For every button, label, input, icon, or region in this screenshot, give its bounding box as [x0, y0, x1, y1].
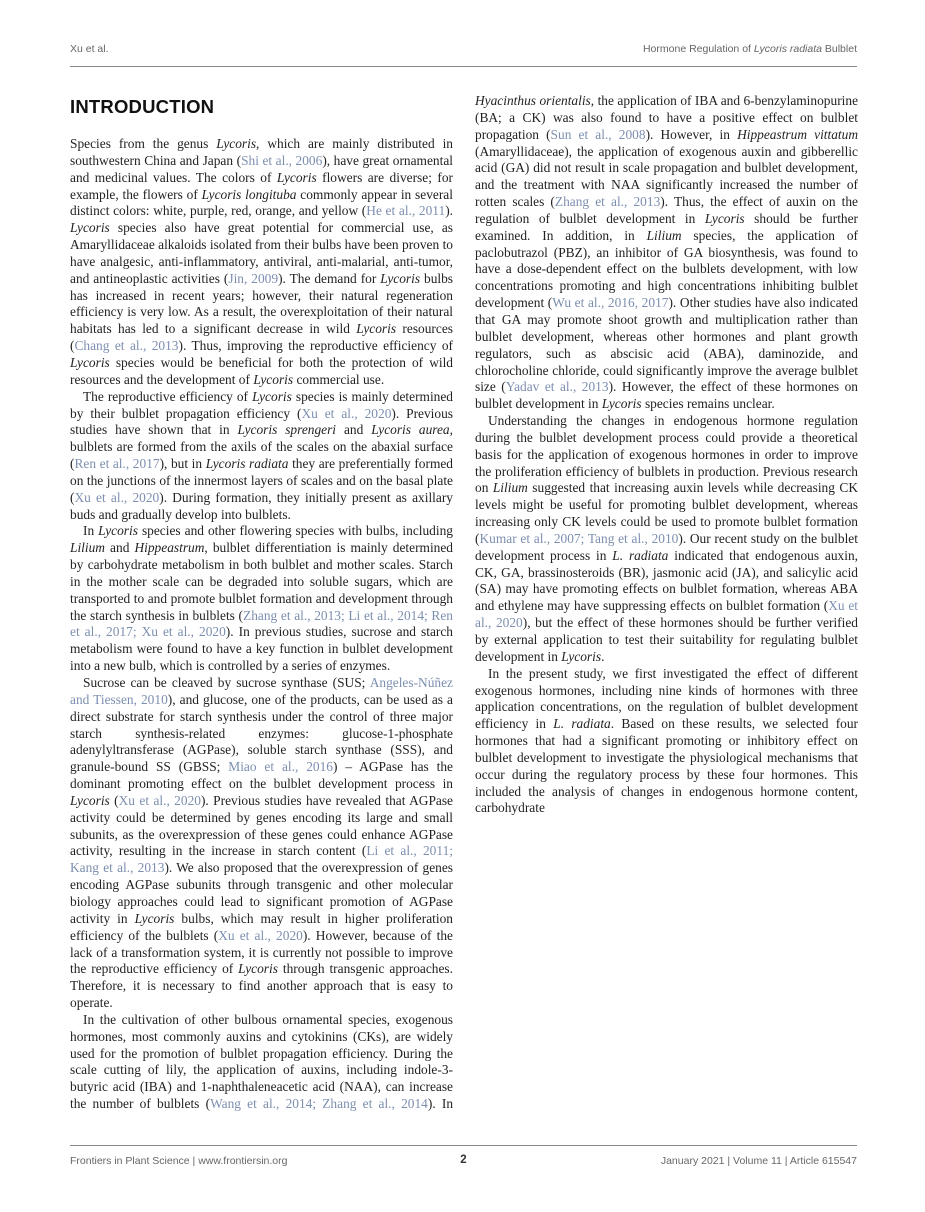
- citation-link[interactable]: Zhang et al., 2013; Li et al., 2014; Ren et al., 2017; Xu et al., 2020: [70, 607, 454, 640]
- text-run: ), have great ornamental and medicinal values. The colors of: [70, 152, 453, 185]
- text-run: In the present study, we first investigated the effect of different exogenous hormones, including nine kinds of hormones with three application concentrations, on the regulation of bulblet development efficiency in: [475, 665, 858, 732]
- text-run: ). We also proposed that the overexpression of genes encoding AGPase subunits through transgenic and other molecular biology approaches could lead to significant promotion of AGPase activity in: [70, 860, 453, 926]
- italic-term: Lycoris: [134, 910, 175, 926]
- text-run: ). Previous studies have shown that in: [70, 405, 454, 438]
- text-run: . Based on these results, we selected four hormones that had a significant promoting or inhibitory effect on bulblet development to investigate the physiological mechanisms that occur during the regulatory process by these four hormones. This included the analysis of changes in endogenous hormone content, carbohydrate: [475, 716, 859, 816]
- text-run: flowers are diverse; for example, the flowers of: [70, 169, 454, 202]
- text-run: ) – AGPase has the dominant promoting effect on the bulblet development process in: [70, 759, 453, 792]
- text-run: Understanding the changes in endogenous hormone regulation during the bulblet development process could provide a theoretical basis for the application of exogenous hormones in order to improve the proliferation efficiency of bulblets in production. Previous research on: [475, 413, 858, 496]
- text-run: In the cultivation of other bulbous ornamental species, exogenous hormones, most commonly auxins and cytokinins (CKs), are widely used for the promotion of bulblet propagation efficiency. During the scale cutting of lily, the application of auxins, including indole-3-butyric acid (IBA) and 1-naphthaleneacetic acid (NAA), can increase the number of bulblets (: [70, 1011, 453, 1112]
- citation-link[interactable]: Yadav et al., 2013: [505, 379, 609, 395]
- text-run: ). Other studies have also indicated that GA may promote shoot growth and multiplication rather than bulblet development, whereas other hormones and plant growth regulators, such as abscisic acid (ABA), daminozide, and chlorocholine chloride, could significantly improve the average bulblet size (: [475, 295, 858, 395]
- citation-link[interactable]: Wu et al., 2016, 2017: [552, 295, 669, 311]
- citation-link[interactable]: Kumar et al., 2007; Tang et al., 2010: [479, 530, 679, 546]
- header-authors: Xu et al.: [70, 43, 109, 55]
- text-run: In: [83, 523, 99, 539]
- text-run: should be further examined. In addition, in: [475, 210, 859, 243]
- text-run: and: [336, 422, 372, 438]
- text-run: they are preferentially formed on the junctions of the innermost layers of scales and on the basal plate (: [70, 456, 453, 505]
- text-run: species and other flowering species with bulbs, including: [137, 523, 453, 539]
- italic-term: Lycoris aurea: [371, 422, 450, 438]
- italic-term: Lycoris longituba: [201, 186, 297, 202]
- citation-link[interactable]: Xu et al., 2020: [475, 598, 858, 631]
- footer-journal-link[interactable]: Frontiers in Plant Science | www.frontiersin.org: [70, 1155, 288, 1167]
- text-run: species, the application of paclobutrazol (PBZ), an inhibitor of GA biosynthesis, was found to have a dose-dependent effect on the bulblets development, with low concentrations promoting and high concentrations inhibiting bulblet development (: [475, 227, 858, 311]
- paragraph: [475, 413, 858, 666]
- paragraph: [475, 666, 858, 818]
- text-run: suggested that increasing auxin levels while decreasing CK levels might be useful for promoting bulblet development, whereas increasing only CK levels could be used to promote bulblet formation (: [475, 480, 858, 546]
- italic-term: Lycoris: [561, 648, 602, 664]
- text-run: (Amaryllidaceae), the application of exogenous auxin and gibberellic acid (GA) did not result in scale propagation and bulblet development, and the treatment with NAA significantly increased the number of rotten scales (: [475, 143, 858, 210]
- text-run: Sucrose can be cleaved by sucrose synthase (SUS;: [83, 675, 370, 690]
- citation-link[interactable]: Jin, 2009: [228, 270, 279, 286]
- italic-term: Hippeastrum vittatum: [737, 126, 859, 142]
- text-run: ), and glucose, one of the products, can be used as a direct substrate for starch synthesis under the control of three major starch synthesis-related enzymes: glucose-1-phosphate adenylyltransferase (AGPase), soluble starch synthase (SSS), and granule-bound SS (GBSS;: [70, 691, 453, 775]
- text-run: ). However, because of the lack of a transformation system, it is currently not possible to improve the reproductive efficiency of: [70, 927, 454, 977]
- italic-term: Lycoris: [253, 371, 294, 387]
- text-run: ). Thus, improving the reproductive efficiency of: [178, 338, 453, 354]
- italic-term: L. radiata: [553, 716, 611, 732]
- paragraph: [70, 675, 453, 1012]
- italic-term: Lycoris: [238, 961, 278, 977]
- italic-term: Lycoris: [70, 354, 110, 370]
- page-header: [70, 43, 857, 63]
- italic-term: Lilium: [70, 540, 105, 556]
- text-run: (: [109, 792, 119, 808]
- italic-term: Lilium: [646, 227, 682, 243]
- text-run: , the application of IBA and 6-benzylaminopurine (BA; a CK) was also found to have a positive effect on bulblet propagation (: [475, 93, 859, 142]
- text-run: ). Our recent study on the bulblet development process in: [475, 530, 858, 563]
- italic-term: Lycoris: [601, 396, 642, 412]
- italic-term: Lycoris: [252, 388, 292, 404]
- text-run: species would be beneficial for both the protection of wild resources and the development of: [70, 354, 453, 387]
- text-run: ). However, the effect of these hormones on bulblet development in: [475, 379, 858, 412]
- italic-term: Lycoris: [70, 220, 110, 236]
- citation-link[interactable]: Xu et al., 2020: [74, 489, 160, 505]
- italic-term: Lycoris: [216, 136, 257, 151]
- citation-link[interactable]: Xu et al., 2020: [301, 405, 392, 421]
- section-title: INTRODUCTION: [70, 96, 215, 117]
- italic-term: Hippeastrum: [134, 540, 205, 556]
- text-run: ). The demand for: [278, 270, 381, 286]
- footer-issue: January 2021 | Volume 11 | Article 615547: [660, 1155, 857, 1167]
- paragraph: [70, 523, 453, 675]
- header-running-title: [643, 43, 857, 55]
- text-run: ). Thus, the effect of auxin on the regulation of bulblet development in: [475, 194, 858, 226]
- italic-term: L. radiata: [612, 547, 669, 563]
- page-number: 2: [460, 1154, 467, 1166]
- paragraph: [70, 389, 453, 524]
- italic-term: Lycoris: [704, 210, 745, 226]
- text-run: Hormone Regulation of: [642, 43, 754, 55]
- header-rule: [70, 66, 857, 67]
- citation-link[interactable]: Angeles-Núñez and Tiessen, 2010: [70, 675, 453, 707]
- text-run: ), but in: [159, 456, 206, 472]
- citation-link[interactable]: Chang et al., 2013: [74, 338, 179, 354]
- text-run: commercial use.: [293, 371, 385, 387]
- citation-link[interactable]: Xu et al., 2020: [218, 927, 303, 943]
- italic-term: Hyacinthus orientalis: [475, 93, 591, 108]
- italic-term: Lycoris radiata: [753, 43, 822, 55]
- text-run: species remains unclear.: [641, 396, 775, 412]
- citation-link[interactable]: Sun et al., 2008: [550, 126, 646, 142]
- italic-term: Lycoris radiata: [205, 456, 289, 472]
- citation-link[interactable]: Shi et al., 2006: [241, 152, 323, 168]
- text-run: commonly appear in several distinct colors: white, purple, red, orange, and yellow (: [70, 186, 453, 219]
- text-run: Bulblet: [821, 43, 857, 55]
- italic-term: Lilium: [492, 480, 528, 496]
- text-run: and: [104, 540, 135, 556]
- text-run: species also have great potential for commercial use, as Amaryllidaceae alkaloids isolated from their bulbs have been proven to have analgesic, anti-inflammatory, antiviral, anti-malarial, anti-tumor, and antineoplastic activities (: [70, 220, 453, 286]
- text-run: ).: [445, 203, 453, 219]
- text-run: , bulblet differentiation is mainly determined by carbohydrate metabolism in both bulblet and mother scales. Starch in the mother scale can be degraded into soluble sugars, which are transported to and promote bulblet formation and development through the starch synthesis in bulblets (: [70, 540, 454, 623]
- text-run: resources (: [70, 321, 453, 354]
- paragraph: [70, 136, 453, 389]
- text-run: The reproductive efficiency of: [83, 388, 253, 404]
- text-run: bulbs has increased in recent years; however, their natural regeneration efficiency is very low. As a result, the overexploitation of their natural habitats has led to a significant decrease in wild: [70, 270, 454, 337]
- text-run: indicated that endogenous auxin, CK, GA, brassinosteroids (BR), jasmonic acid (JA), and salicylic acid (SA) may have promoting effects on bulblet formation, whereas ABA and ethylene may have suppressing effects on bulblet formation (: [475, 547, 858, 614]
- article-body: [70, 93, 858, 1123]
- citation-link[interactable]: Wang et al., 2014; Zhang et al., 2014: [210, 1096, 428, 1112]
- text-run: species is mainly determined by their bulblet propagation efficiency (: [70, 388, 453, 421]
- text-run: ). In: [427, 1096, 454, 1112]
- italic-term: Lycoris sprengeri: [237, 422, 337, 438]
- citation-link[interactable]: Xu et al., 2020: [118, 792, 201, 808]
- italic-term: Lycoris: [70, 792, 110, 808]
- text-run: , which are mainly distributed in southwestern China and Japan (: [70, 136, 453, 168]
- italic-term: Lycoris: [98, 523, 138, 539]
- citation-link[interactable]: Li et al., 2011; Kang et al., 2013: [70, 843, 453, 876]
- footer-rule: [70, 1145, 857, 1146]
- text-run: ). In previous studies, sucrose and starch metabolism were found to have a key function in bulblet development into a new bulb, which is controlled by a series of enzymes.: [70, 624, 453, 674]
- italic-term: Lycoris: [380, 270, 421, 286]
- text-run: ). However, in: [645, 126, 738, 142]
- text-run: through transgenic approaches. Therefore, it is necessary to find another approach that is easy to operate.: [70, 961, 453, 1011]
- text-run: ), but the effect of these hormones should be further verified by external application to test their suitability for regulating bulblet development in: [475, 615, 858, 664]
- text-run: , bulblets are formed from the axils of the scales on the abaxial surface (: [70, 422, 453, 472]
- text-run: Species from the genus: [70, 136, 217, 151]
- paragraphs: [70, 93, 858, 1123]
- text-run: .: [601, 648, 605, 664]
- italic-term: Lycoris: [276, 169, 317, 185]
- citation-link[interactable]: Zhang et al., 2013: [554, 194, 661, 210]
- italic-term: Lycoris: [356, 321, 397, 337]
- citation-link[interactable]: He et al., 2011: [366, 203, 446, 219]
- citation-link[interactable]: Ren et al., 2017: [74, 456, 160, 472]
- text-run: bulbs, which may result in higher proliferation efficiency of the bulblets (: [70, 910, 453, 943]
- citation-link[interactable]: Miao et al., 2016: [228, 759, 333, 775]
- text-run: ). Previous studies have revealed that AGPase activity could be determined by genes encoding its large and small subunits, as the overexpression of these genes could enhance AGPase activity, resulting in the increase in starch content (: [70, 792, 453, 859]
- text-run: ). During formation, they initially present as axillary buds and gradually develop into bulblets.: [70, 489, 453, 522]
